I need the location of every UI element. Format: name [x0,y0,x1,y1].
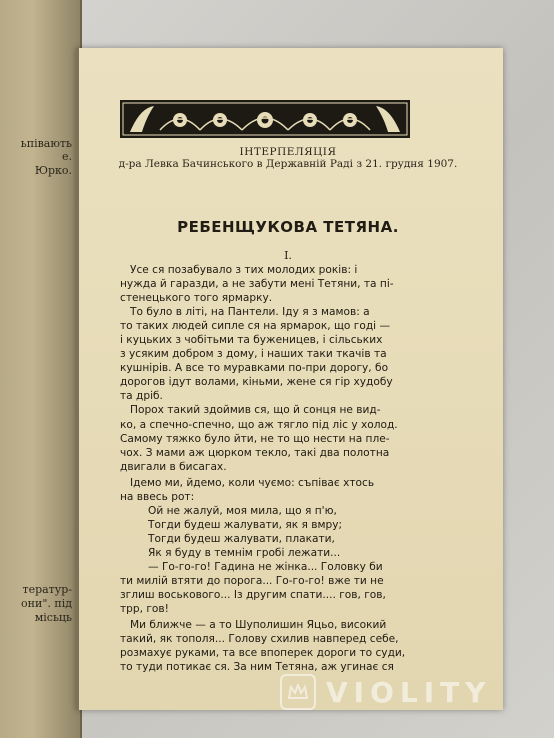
text-line: ко, а спечно-спечно, що аж тягло під ліс у холод. [120,418,398,431]
text-line: Усе ся позабувало з тих молодих років: і [130,264,358,276]
watermark-crown-icon [280,674,316,710]
text-line: такий, як тополя... Голову схилив навперед себе, [120,633,399,646]
left-page-edge [0,0,82,738]
text-line: двигали в бисагах. [120,460,227,473]
text-line: то туди потикає ся. За ним Тетяна, аж угинає ся [120,661,394,674]
header-interpellation: ІНТЕРПЕЛЯЦІЯ [239,146,337,158]
text-line: Самому тяжко було йти, не то що нести на пле- [120,432,390,445]
text-line: То було в літі, на Пантели. Іду я з мамов: а [130,306,370,319]
text-line: Ми ближче — а то Шуполишин Яцьо, високий [130,619,387,632]
left-page-fragment: місьць [34,611,72,624]
text-line: — Го-го-го! Гадина не жінка... Головку би [148,560,383,573]
text-line: стенецького того ярмарку. [120,292,273,305]
watermark-text: VIOLITY [326,675,492,709]
story-title: РЕБЕНЩУКОВА ТЕТЯНА. [177,218,399,236]
left-page-fragment: они". під [21,597,72,610]
text-line: Як я буду в темнім гробі лежати... [148,546,341,559]
text-line: чох. З мами аж цюрком текло, такі два полотна [120,446,390,459]
text-line: трр, гов! [120,603,169,616]
left-page-fragment: е. [61,150,72,163]
text-line: Ой не жалуй, моя мила, що я п'ю, [148,504,337,517]
watermark [280,672,540,712]
text-line: та дріб. [120,390,163,403]
left-page-fragment: Юрко. [34,164,72,177]
header-subtitle: д-ра Левка Бачинського в Державній Раді з 21. грудня 1907. [118,158,458,170]
text-line: Порох такий здоймив ся, що й сонця не вид- [130,404,381,417]
left-page-fragment: ьпівають [20,137,72,150]
section-number: I. [284,249,292,262]
text-line: на ввесь рот: [120,490,195,503]
text-line: дорогов ідут волами, кіньми, жене ся гір худобу [120,376,393,389]
story-body [120,263,420,674]
text-line: ти милій втяти до порога... Го-го-го! вже ти не [120,575,384,588]
text-line: зглиш воськового... Із другим спати.... гов, гов, [120,589,386,602]
text-line: розмахує руками, та все впоперек дороги то суди, [120,647,406,660]
text-line: з усяким добром з дому, і наших таки ткачів та [120,348,387,361]
ornament-header-icon [120,100,410,138]
text-line: то таких людей сипле ся на ярмарок, що годі — [120,320,391,333]
text-line: і куцьких з чобітьми та буженицев, і сільських [120,334,383,347]
text-line: кушнірів. А все то муравками по-при дорогу, бо [120,362,389,375]
text-line: Ідемо ми, йдемо, коли чуємо: съпіває хтось [130,476,375,489]
left-page-fragment: тератур- [22,583,72,596]
text-line: нужда й гаразди, а не забути мені Тетяни, та пі- [120,278,394,291]
text-line: Тогди будеш жалувати, як я вмру; [148,518,343,531]
text-line: Тогди будеш жалувати, плакати, [148,532,335,545]
